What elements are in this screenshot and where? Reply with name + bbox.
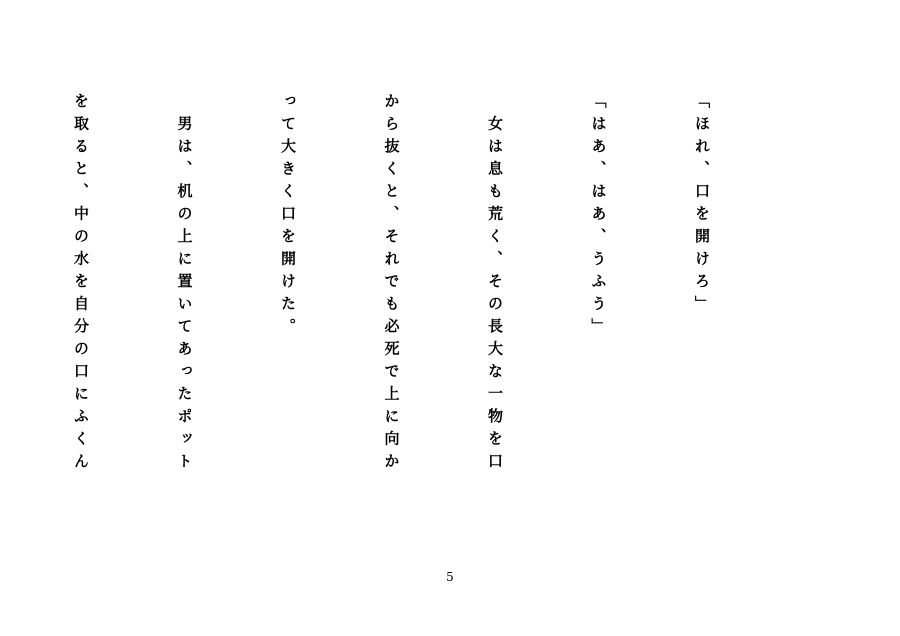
- text-line: から抜くと、それでも必死で上に向か: [382, 93, 401, 476]
- vertical-text-body: [72, 93, 788, 563]
- text-line: って大きく口を開けた。: [279, 93, 297, 341]
- page-number: 5: [446, 570, 454, 584]
- text-line: 「ほれ、口を開けろ」: [693, 93, 711, 318]
- text-line: 男は、机の上に置いてあったポット: [175, 93, 194, 476]
- text-line: 女は息も荒く、その長大な一物を口: [486, 93, 504, 476]
- text-line: を取ると、中の水を自分の口にふくん: [72, 93, 90, 476]
- text-line: 「はあ、はあ、うふう」: [589, 93, 608, 341]
